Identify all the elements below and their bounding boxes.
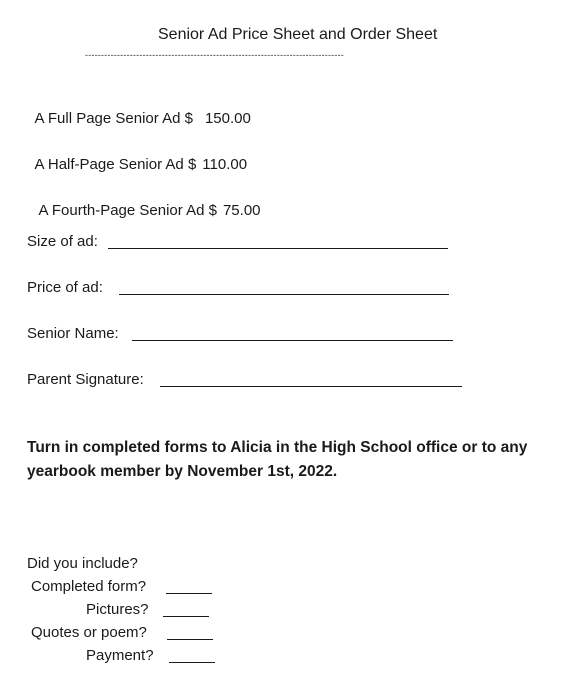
quotes-blank[interactable] — [167, 639, 213, 640]
parent-signature-field[interactable] — [160, 386, 462, 387]
senior-name-label: Senior Name: — [27, 325, 119, 342]
price-of-ad-label: Price of ad: — [27, 279, 103, 296]
payment-blank[interactable] — [169, 662, 215, 663]
completed-form-blank[interactable] — [166, 593, 212, 594]
price-label: A Fourth-Page Senior Ad $ — [38, 202, 217, 219]
price-amount: 110.00 — [202, 156, 248, 173]
price-label: A Half-Page Senior Ad $ — [34, 156, 197, 173]
header-divider: --------------------------------------------------------------------------------- — [85, 50, 344, 60]
pictures-blank[interactable] — [163, 616, 209, 617]
notice-line-2: yearbook member by November 1st, 2022. — [27, 463, 338, 480]
size-of-ad-field[interactable] — [108, 248, 448, 249]
price-full-page — [27, 96, 251, 126]
price-of-ad-field[interactable] — [119, 294, 449, 295]
notice-line-1: Turn in completed forms to Alicia in the High School office or to any — [27, 439, 528, 456]
checklist-item-quotes: Quotes or poem? — [31, 624, 147, 641]
price-fourth-page — [31, 188, 261, 218]
size-of-ad-label: Size of ad: — [27, 233, 98, 250]
senior-name-field[interactable] — [132, 340, 453, 341]
page-title: Senior Ad Price Sheet and Order Sheet — [158, 26, 438, 43]
checklist-item-pictures: Pictures? — [86, 601, 149, 618]
price-half-page — [27, 142, 247, 172]
price-amount: 75.00 — [222, 202, 261, 219]
submission-notice — [27, 436, 572, 484]
checklist-heading: Did you include? — [27, 555, 138, 572]
parent-signature-label: Parent Signature: — [27, 371, 144, 388]
checklist-item-payment: Payment? — [86, 647, 154, 664]
price-label: A Full Page Senior Ad $ — [34, 110, 193, 127]
checklist-item-completed-form: Completed form? — [31, 578, 147, 595]
price-amount: 150.00 — [204, 110, 251, 127]
